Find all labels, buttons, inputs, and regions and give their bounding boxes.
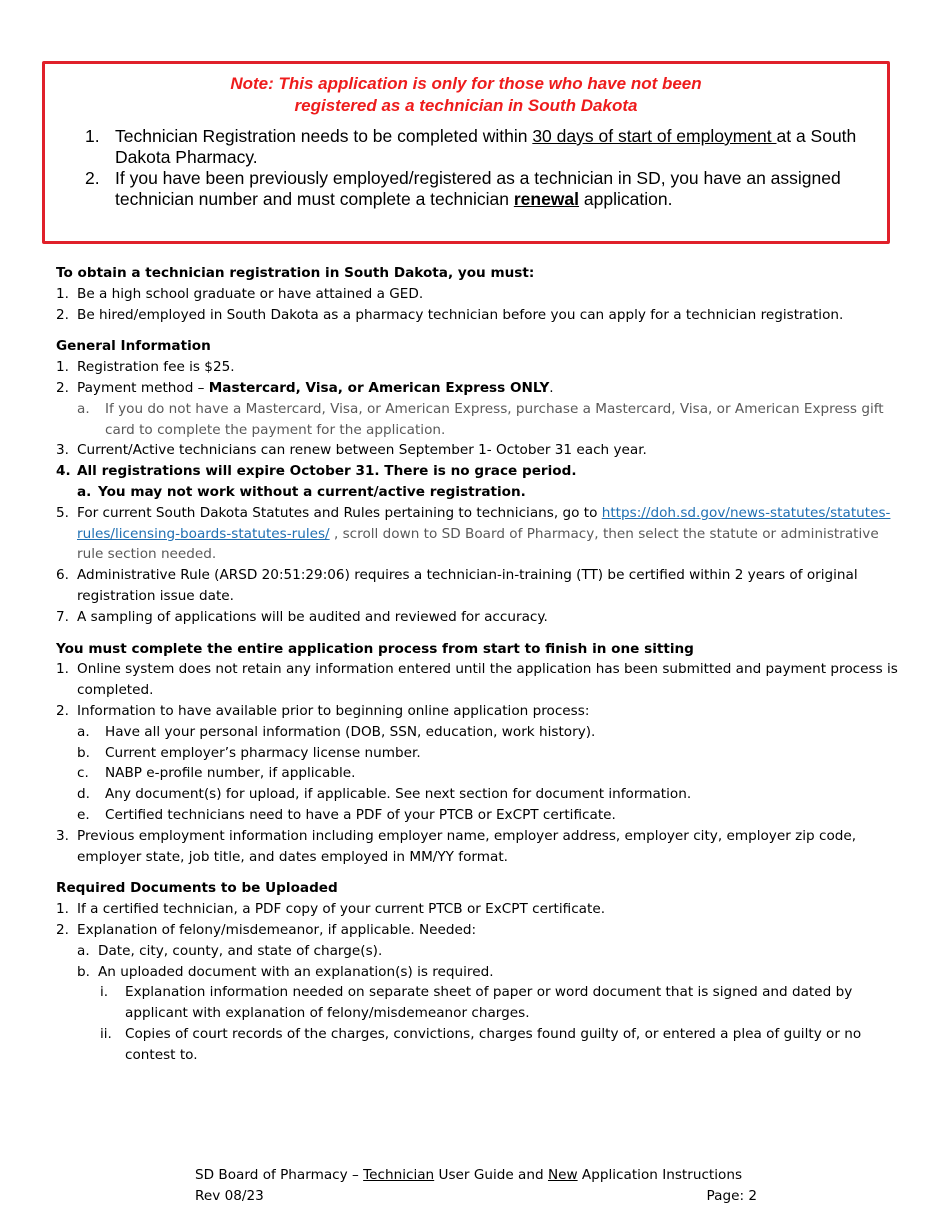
list-item-text: If a certified technician, a PDF copy of your current PTCB or ExCPT certificate.	[77, 901, 606, 918]
list-item-text: Be a high school graduate or have attained a GED.	[77, 285, 424, 302]
list-number: a.	[77, 942, 90, 959]
sub-list-item	[56, 763, 901, 784]
list-item-text-end: , scroll down to SD Board of Pharmacy, then select the statute or administrative rule section needed.	[77, 525, 879, 563]
list-item	[56, 899, 901, 920]
list-item	[56, 565, 901, 607]
sub-list-item	[56, 805, 901, 826]
section-title-general: General Information	[56, 338, 211, 355]
list-item-text: Previous employment information including employer name, employer address, employer city, employer zip code, employer state, job title, and dates employed in MM/YY format.	[77, 827, 857, 865]
footer-technician: Technician	[363, 1167, 435, 1183]
list-item	[56, 461, 901, 482]
list-number: a.	[77, 723, 90, 740]
note-list	[85, 126, 865, 210]
list-number: a.	[77, 483, 92, 500]
list-number: 1.	[56, 661, 69, 678]
note-title-line-1: Note: This application is only for those who have not been	[230, 74, 702, 93]
list-number: 3.	[56, 827, 69, 844]
page-footer	[195, 1165, 757, 1207]
list-number: 1.	[56, 285, 69, 302]
note-box	[42, 61, 890, 244]
list-item	[56, 607, 901, 628]
statutes-rules-link[interactable]: https://doh.sd.gov/news-statutes/statutes-rules/licensing-boards-statutes-rules/	[77, 504, 891, 542]
revision-label: Rev 08/23	[195, 1187, 264, 1204]
list-item	[56, 503, 901, 565]
note-item-text: Technician Registration needs to be completed within	[115, 126, 533, 146]
sub-list-item	[56, 743, 901, 764]
note-item-2	[85, 168, 865, 210]
employment-deadline: 30 days of start of employment	[532, 126, 777, 146]
list-number: 2.	[56, 379, 69, 396]
list-item-text: Current employer’s pharmacy license number.	[105, 744, 421, 761]
list-number: e.	[77, 806, 90, 823]
list-number: c.	[77, 765, 89, 782]
list-item	[56, 701, 901, 722]
note-item-text: If you have been previously employed/registered as a technician in SD, you have an assigned technician number and must complete a technician	[115, 168, 841, 209]
list-item-text: Be hired/employed in South Dakota as a pharmacy technician before you can apply for a technician registration.	[77, 306, 844, 323]
footer-text: SD Board of Pharmacy –	[195, 1167, 364, 1183]
list-item-text: NABP e-profile number, if applicable.	[105, 765, 356, 782]
list-number: 1.	[56, 359, 69, 376]
list-item-text: Explanation information needed on separate sheet of paper or word document that is signed and dated by applicant with explanation of felony/misdemeanor charges.	[125, 984, 853, 1022]
renewal-emphasis: renewal	[513, 189, 580, 209]
sub-list-item	[56, 962, 901, 983]
list-number: 1.	[85, 126, 100, 146]
footer-new: New	[547, 1167, 578, 1183]
list-item	[56, 659, 901, 701]
list-item-text: Administrative Rule (ARSD 20:51:29:06) requires a technician-in-training (TT) be certified within 2 years of original registration issue date.	[77, 567, 858, 604]
sub-sub-list-item	[56, 1024, 901, 1066]
list-number: b.	[77, 744, 90, 761]
list-number: 5.	[56, 504, 69, 521]
section-title-obtain: To obtain a technician registration in South Dakota, you must:	[56, 265, 535, 281]
list-item	[56, 357, 901, 378]
list-item-text: All registrations will expire October 31. There is no grace period.	[77, 463, 577, 480]
sub-list-item	[56, 722, 901, 743]
sub-list-item	[56, 941, 901, 962]
list-item-text: Date, city, county, and state of charge(s).	[98, 942, 383, 959]
list-item-text: Payment method –	[77, 379, 209, 396]
list-item-text: A sampling of applications will be audited and reviewed for accuracy.	[77, 608, 548, 625]
footer-row	[195, 1186, 757, 1207]
list-item-text: Copies of court records of the charges, convictions, charges found guilty of, or entered a plea of guilty or no contest to.	[125, 1025, 862, 1063]
instructions-body	[56, 263, 901, 1065]
list-item-text: Online system does not retain any information entered until the application has been submitted and payment process is completed.	[77, 661, 898, 699]
list-number: a.	[77, 400, 90, 417]
list-item-text: You may not work without a current/active registration.	[98, 483, 526, 500]
note-item-1	[85, 126, 865, 168]
note-item-text-end: application.	[579, 189, 673, 209]
sub-list-item	[56, 399, 901, 441]
list-item-text: Information to have available prior to beginning online application process:	[77, 702, 590, 719]
list-number: 3.	[56, 442, 69, 459]
footer-text: User Guide and	[434, 1167, 548, 1183]
list-number: b.	[77, 963, 90, 980]
note-item-text-end: at a South Dakota Pharmacy.	[115, 126, 857, 167]
list-item-text: Certified technicians need to have a PDF of your PTCB or ExCPT certificate.	[105, 806, 616, 823]
list-item	[56, 826, 901, 868]
list-number: 6.	[56, 567, 69, 584]
list-item-text: Current/Active technicians can renew between September 1- October 31 each year.	[77, 442, 647, 459]
footer-title	[195, 1165, 757, 1186]
list-number: d.	[77, 786, 90, 803]
list-number: 2.	[56, 921, 69, 938]
list-number: 2.	[56, 702, 69, 719]
section-title-required: Required Documents to be Uploaded	[56, 880, 338, 897]
payment-cards: Mastercard, Visa, or American Express ONLY	[208, 379, 550, 396]
list-item-text: Registration fee is $25.	[77, 359, 235, 376]
list-number: 1.	[56, 901, 69, 918]
list-item-text: Any document(s) for upload, if applicable. See next section for document information.	[105, 786, 692, 803]
sub-list-item	[56, 482, 901, 503]
list-item-text: Explanation of felony/misdemeanor, if applicable. Needed:	[77, 921, 477, 938]
list-item	[56, 440, 901, 461]
list-item	[56, 305, 901, 326]
list-number: i.	[100, 984, 109, 1001]
list-item-text-end: .	[549, 379, 554, 396]
list-item	[56, 284, 901, 305]
list-number: 2.	[85, 168, 100, 188]
list-item	[56, 920, 901, 941]
list-item-text: Have all your personal information (DOB, SSN, education, work history).	[105, 723, 596, 740]
note-title	[45, 73, 887, 117]
list-number: 4.	[56, 463, 71, 480]
note-title-line-2: registered as a technician in South Dakota	[294, 96, 638, 115]
list-number: ii.	[100, 1025, 112, 1042]
list-item-text: If you do not have a Mastercard, Visa, or American Express, purchase a Mastercard, Visa, or American Express gift card to complete the payment for the application.	[105, 400, 884, 438]
sub-list-item	[56, 784, 901, 805]
section-title-complete: You must complete the entire application process from start to finish in one sitting	[56, 640, 694, 657]
list-item-text: An uploaded document with an explanation(s) is required.	[98, 963, 494, 980]
page-number: Page: 2	[706, 1187, 757, 1204]
sub-sub-list-item	[56, 982, 901, 1024]
list-item-text: For current South Dakota Statutes and Rules pertaining to technicians, go to	[77, 504, 602, 521]
list-number: 2.	[56, 306, 69, 323]
list-item	[56, 378, 901, 399]
list-number: 7.	[56, 608, 69, 625]
footer-text: Application Instructions	[577, 1167, 743, 1183]
